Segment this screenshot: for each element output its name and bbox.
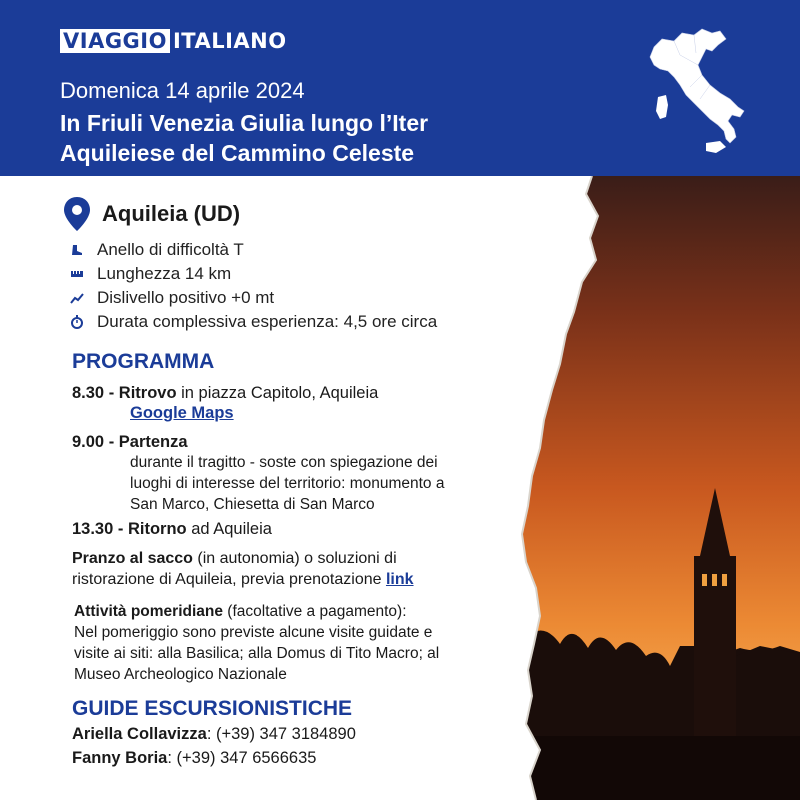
- title-line-1: In Friuli Venezia Giulia lungo l’Iter: [60, 110, 429, 136]
- pranzo-text-1: (in autonomia) o soluzioni di: [192, 550, 397, 567]
- pranzo-bold: Pranzo al sacco: [72, 550, 193, 567]
- fact-elevation: [70, 286, 437, 310]
- attivita-line-4: Museo Archeologico Nazionale: [74, 666, 287, 683]
- trail-facts: [70, 238, 437, 334]
- page-title: [60, 108, 428, 168]
- event-date: Domenica 14 aprile 2024: [60, 78, 305, 103]
- guide-2-phone[interactable]: : (+39) 347 6566635: [167, 749, 317, 767]
- title-line-2: Aquileiese del Cammino Celeste: [60, 140, 415, 166]
- prenotazione-link[interactable]: link: [385, 571, 414, 588]
- fact-duration: [70, 310, 437, 334]
- fact-duration-text: Durata complessiva esperienza: 4,5 ore circa: [97, 312, 438, 331]
- program-ritorno: [72, 519, 272, 540]
- ritorno-text: ad Aquileia: [186, 520, 272, 538]
- pranzo-info: [72, 548, 522, 590]
- fact-difficulty: [70, 238, 437, 262]
- partenza-time: 9.00 - Partenza: [72, 433, 188, 451]
- logo-viaggio: VIAGGIO: [60, 29, 170, 53]
- fact-elevation-text: Dislivello positivo +0 mt: [97, 288, 275, 307]
- partenza-line-3: San Marco, Chiesetta di San Marco: [130, 496, 375, 513]
- italy-map-icon: [640, 25, 750, 170]
- logo-italiano: ITALIANO: [172, 29, 287, 53]
- ritorno-time: 13.30 - Ritorno: [72, 520, 187, 538]
- ritrovo-text: in piazza Capitolo, Aquileia: [176, 384, 379, 402]
- partenza-line-2: luoghi di interesse del territorio: monumento a: [130, 475, 445, 492]
- ruler-icon: [70, 267, 84, 281]
- partenza-line-1: durante il tragitto - soste con spiegazione dei: [130, 454, 438, 471]
- brand-logo[interactable]: [60, 28, 287, 54]
- guide-1: [72, 724, 356, 745]
- attivita-bold: Attività pomeridiane: [74, 603, 223, 620]
- program-partenza: [72, 432, 188, 453]
- guide-2: [72, 748, 316, 769]
- map-pin-icon: [62, 196, 92, 232]
- fact-length: [70, 262, 437, 286]
- elevation-icon: [70, 291, 84, 305]
- programma-heading: PROGRAMMA: [72, 350, 215, 373]
- google-maps-link[interactable]: Google Maps: [130, 404, 234, 422]
- header-banner: [0, 0, 800, 176]
- fact-length-text: Lunghezza 14 km: [97, 264, 232, 283]
- guide-heading: GUIDE ESCURSIONISTICHE: [72, 697, 353, 720]
- attivita-line-2: Nel pomeriggio sono previste alcune visite guidate e: [74, 624, 433, 641]
- boot-icon: [70, 243, 84, 257]
- program-ritrovo: [72, 383, 378, 404]
- partenza-description: [130, 452, 530, 515]
- fact-difficulty-text: Anello di difficoltà T: [97, 240, 244, 259]
- attivita-text-1: (facoltative a pagamento):: [223, 603, 407, 620]
- stopwatch-icon: [70, 315, 84, 329]
- guide-1-name: Ariella Collavizza: [72, 725, 207, 743]
- guide-2-name: Fanny Boria: [72, 749, 168, 767]
- pranzo-text-2: ristorazione di Aquileia, previa prenotazione: [72, 571, 386, 588]
- location: [62, 196, 240, 232]
- ritrovo-time: 8.30 - Ritrovo: [72, 384, 177, 402]
- location-name: Aquileia (UD): [102, 201, 241, 226]
- attivita-line-3: visite ai siti: alla Basilica; alla Domus di Tito Macro; al: [74, 645, 440, 662]
- google-maps-row: [130, 403, 234, 424]
- attivita-info: [74, 601, 524, 685]
- guide-1-phone[interactable]: : (+39) 347 3184890: [206, 725, 356, 743]
